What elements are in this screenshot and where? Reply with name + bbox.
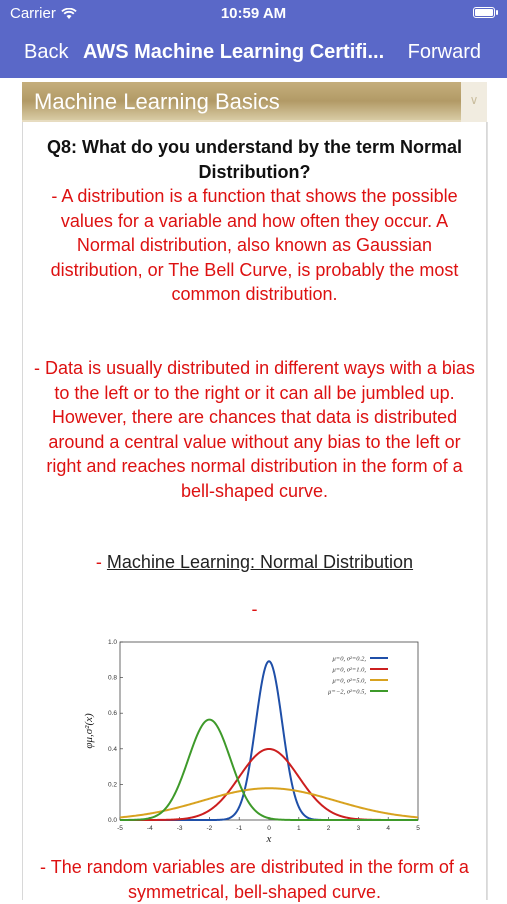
- series-line-1: [120, 661, 418, 820]
- section-header[interactable]: [22, 82, 487, 122]
- x-tick-label: -4: [146, 825, 153, 832]
- answer-paragraph-1: - A distribution is a function that shows the possible values for a variable and how often they occur. A Normal distribution, also known as Gaussian distribution, or The Bell Curve, is probably the most common distribution.: [50, 186, 459, 304]
- legend-label-3: μ=0, σ²=5.0,: [332, 677, 366, 685]
- series-line-3: [120, 788, 418, 817]
- y-axis-label: φμ,σ²(x): [83, 713, 95, 749]
- x-tick-label: 0: [267, 825, 271, 832]
- legend-label-4: μ=−2, σ²=0.5,: [328, 688, 366, 696]
- series-line-4: [120, 720, 418, 820]
- link-line: [32, 550, 477, 575]
- y-tick-label: 0.6: [107, 710, 117, 718]
- normal-distribution-link[interactable]: Machine Learning: Normal Distribution: [106, 552, 414, 572]
- section-title: Machine Learning Basics: [34, 89, 280, 114]
- carrier-label: Carrier: [10, 5, 56, 22]
- y-tick-label: 1.0: [107, 639, 117, 646]
- x-tick-label: -3: [176, 825, 183, 832]
- y-tick-label: 0.0: [107, 817, 117, 824]
- y-tick-label: 0.4: [107, 745, 117, 753]
- status-time: 10:59 AM: [220, 5, 287, 22]
- back-button[interactable]: Back: [24, 41, 69, 63]
- normal-distribution-chart: [78, 632, 433, 854]
- x-tick-label: 5: [416, 825, 420, 832]
- forward-button[interactable]: Forward: [407, 41, 481, 63]
- x-axis-label: x: [266, 833, 272, 845]
- answer-paragraph-3: - The random variables are distributed in the form of a symmetrical, bell-shaped curve.: [40, 857, 469, 902]
- dash-text: -: [251, 599, 258, 619]
- answer-paragraph-2: - Data is usually distributed in different ways with a bias to the left or to the right or it can all be jumbled up. However, there are chances that data is distributed around a central value without any bias to the left or right and reaches normal distribution in the form of a bell-shaped curve.: [34, 358, 475, 501]
- x-tick-label: -1: [236, 825, 243, 832]
- legend-label-2: μ=0, σ²=1.0,: [332, 666, 366, 674]
- x-tick-label: -5: [117, 825, 123, 832]
- status-bar: [0, 0, 507, 28]
- x-tick-label: 4: [386, 825, 391, 832]
- legend-label-1: μ=0, σ²=0.2,: [332, 655, 366, 663]
- nav-bar: [0, 28, 507, 78]
- x-tick-label: 3: [356, 825, 361, 832]
- y-tick-label: 0.2: [107, 781, 117, 789]
- link-prefix: -: [95, 552, 107, 572]
- scroll-track: [487, 122, 488, 900]
- question-text: Q8: What do you understand by the term Normal Distribution?: [46, 137, 463, 182]
- x-tick-label: 1: [296, 825, 301, 832]
- chevron-down-icon[interactable]: ∨: [461, 82, 487, 122]
- battery-icon: [473, 7, 495, 18]
- y-tick-label: 0.8: [107, 674, 117, 682]
- x-tick-label: 2: [326, 825, 331, 832]
- nav-title: AWS Machine Learning Certifi...: [83, 41, 385, 63]
- x-tick-label: -2: [206, 825, 213, 832]
